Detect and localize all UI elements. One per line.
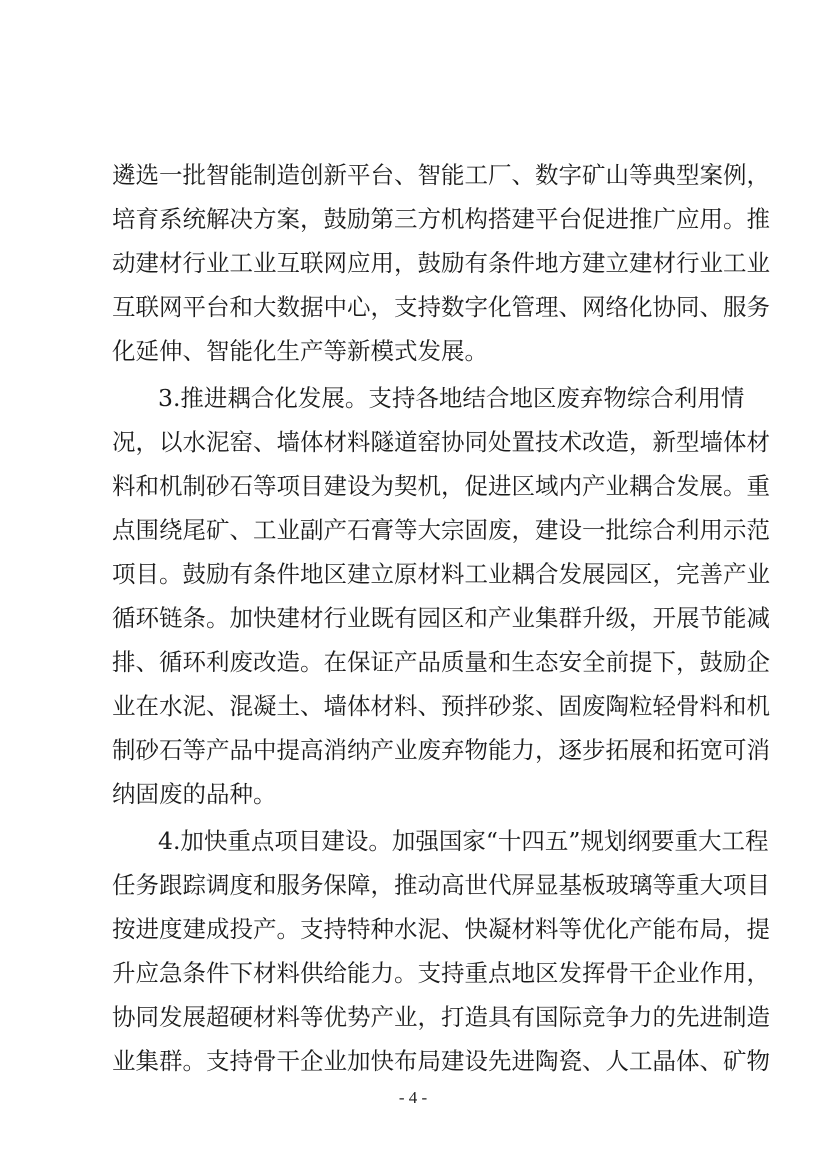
text-line: 任务跟踪调度和服务保障，推动高世代屏显基板玻璃等重大项目: [112, 871, 770, 899]
text-line: 排、循环利废改造。在保证产品质量和生态安全前提下，鼓励企: [112, 648, 770, 676]
paragraph-heading-line: 3.推进耦合化发展。支持各地结合地区废弃物综合利用情: [158, 384, 745, 412]
text-line: 纳固废的品种。: [112, 780, 277, 808]
text-line: 培育系统解决方案，鼓励第三方机构搭建平台促进推广应用。推: [112, 205, 770, 233]
page-number: - 4 -: [398, 1088, 428, 1107]
text-line: 互联网平台和大数据中心，支持数字化管理、网络化协同、服务: [112, 293, 770, 321]
text-line: 点围绕尾矿、工业副产石膏等大宗固废，建设一批综合利用示范: [112, 516, 770, 544]
text-line: 制砂石等产品中提高消纳产业废弃物能力，逐步拓展和拓宽可消: [112, 736, 770, 764]
text-line: 循环链条。加快建材行业既有园区和产业集群升级，开展节能减: [112, 604, 770, 632]
text-line: 按进度建成投产。支持特种水泥、快凝材料等优化产能布局，提: [112, 915, 770, 943]
text-line: 业在水泥、混凝土、墙体材料、预拌砂浆、固废陶粒轻骨料和机: [112, 692, 770, 720]
text-line: 升应急条件下材料供给能力。支持重点地区发挥骨干企业作用，: [112, 959, 770, 987]
text-line: 遴选一批智能制造创新平台、智能工厂、数字矿山等典型案例，: [112, 161, 770, 189]
text-line: 况，以水泥窑、墙体材料隧道窑协同处置技术改造，新型墙体材: [112, 428, 770, 456]
text-line: 动建材行业工业互联网应用，鼓励有条件地方建立建材行业工业: [112, 249, 770, 277]
text-line: 项目。鼓励有条件地区建立原材料工业耦合发展园区，完善产业: [112, 560, 770, 588]
text-line: 协同发展超硬材料等优势产业，打造具有国际竞争力的先进制造: [112, 1003, 770, 1031]
paragraph-heading-line: 4.加快重点项目建设。加强国家“十四五”规划纲要重大工程: [158, 827, 769, 855]
text-line: 料和机制砂石等项目建设为契机，促进区域内产业耦合发展。重: [112, 472, 770, 500]
text-line: 化延伸、智能化生产等新模式发展。: [112, 337, 488, 365]
text-line: 业集群。支持骨干企业加快布局建设先进陶瓷、人工晶体、矿物: [112, 1047, 770, 1075]
